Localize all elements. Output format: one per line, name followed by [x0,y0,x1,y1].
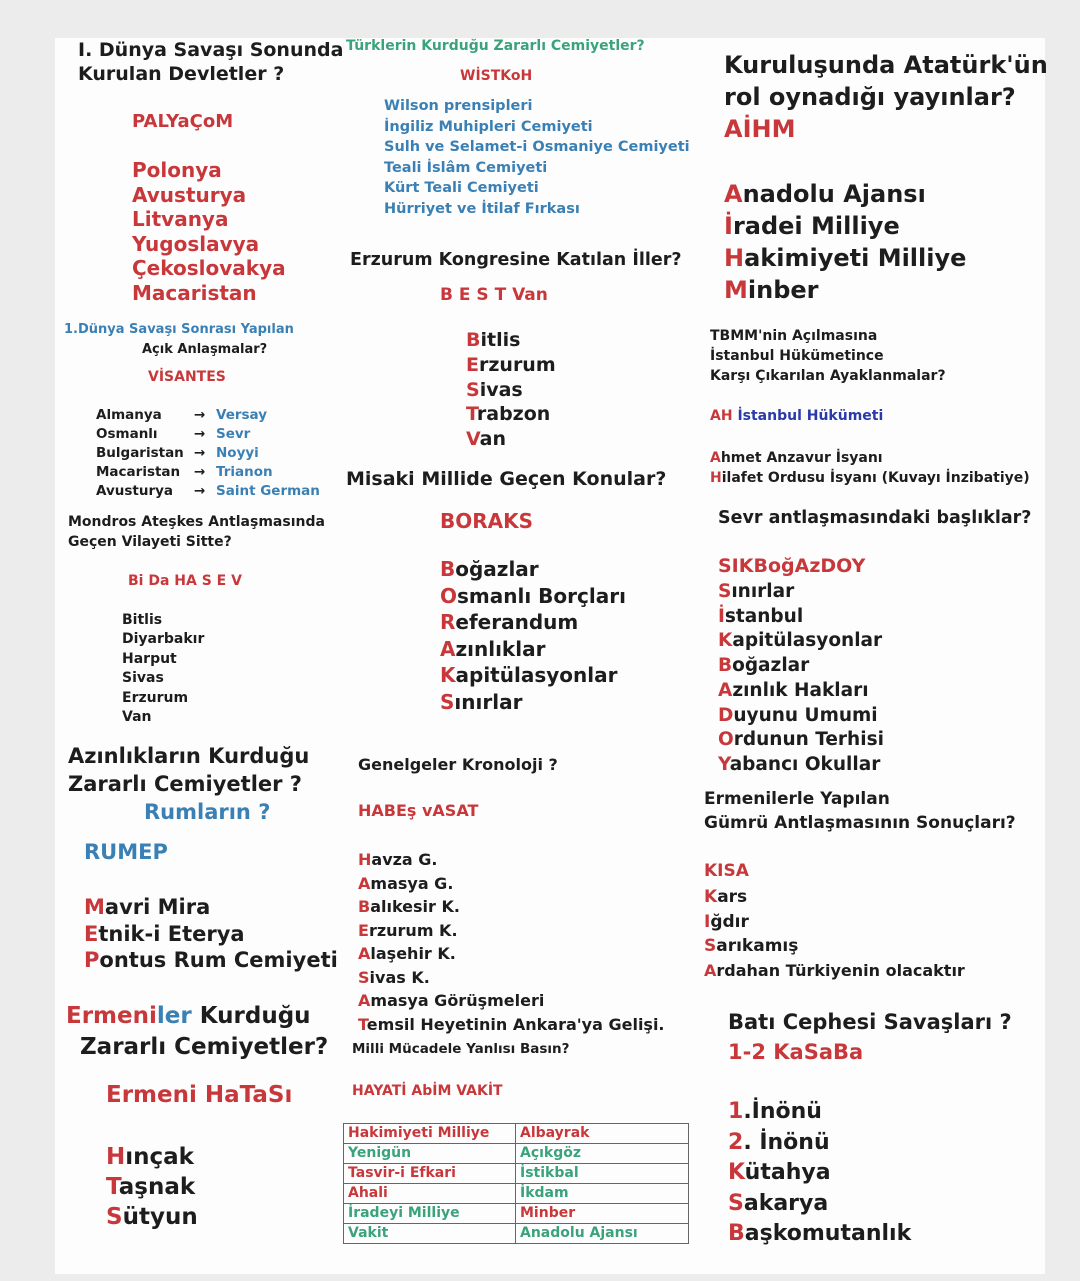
list-item: Kütahya [728,1160,831,1185]
list-item: Iğdır [704,911,749,932]
arrow-icon: → [194,445,206,461]
c3-q1-title-line1: Kuruluşunda Atatürk'ün [724,51,1048,79]
table-row: Ahali İkdam [344,1184,689,1204]
q3-title-line1: Mondros Ateşkes Antlaşmasında [68,514,325,530]
list-item: Wilson prensipleri [384,98,533,114]
list-item: Kars [704,887,748,907]
q5-list [106,1142,198,1232]
q5-title-line2: Zararlı Cemiyetler? [80,1034,329,1060]
list-item: Kapitülasyonlar [440,663,618,688]
list-item: Mavri Mira [84,895,211,919]
table-row: Yenigün Açıkgöz [344,1144,689,1164]
c2-q4-list [358,848,665,1036]
arrow-icon: → [194,464,206,480]
list-item: Sütyun [106,1204,198,1230]
c3-q4-list [704,885,965,983]
c3-q1-mnemonic: AİHM [724,115,796,143]
c3-q1-list [724,178,966,306]
q1-mnemonic: PALYaÇoM [132,111,234,132]
q4-list [84,894,338,974]
list-item: Teali İslâm Cemiyeti [384,159,548,176]
q1-list [132,158,286,305]
q4-title-line1: Azınlıkların Kurduğu [68,744,310,768]
list-item: İradei Milliye [724,212,900,240]
list-item: Azınlıklar [440,636,546,661]
q2-title-line2: Açık Anlaşmalar? [142,342,268,357]
list-item: Hınçak [106,1144,194,1170]
c3-q4-title-line1: Ermenilerle Yapılan [704,789,890,809]
table-row: Vakit Anadolu Ajansı [344,1224,689,1244]
list-item: Amasya G. [358,873,454,893]
list-item: Sivas [122,670,164,687]
list-item: Ordunun Terhisi [718,729,884,751]
table-row: İradeyi Milliye Minber [344,1204,689,1224]
q1-title-line2: Kurulan Devletler ? [78,63,285,85]
list-item: Sınırlar [440,689,523,714]
q3-mnemonic: Bi Da HA S E V [128,573,242,589]
list-item: 2. İnönü [728,1129,830,1155]
list-item: Azınlık Hakları [718,679,869,701]
press-table [343,1123,689,1244]
treaty-row: Bulgaristan → Noyyi [96,445,259,461]
treaty-row: Avusturya → Saint German [96,483,320,499]
list-item: Sivas K. [358,967,430,987]
list-item: Macaristan [132,280,257,305]
q2-treaty-list [96,406,320,501]
c3-q4-mnemonic: KISA [704,861,749,881]
list-item: Erzurum K. [358,920,458,940]
c3-q5-title: Batı Cephesi Savaşları ? [728,1010,1012,1034]
list-item: Erzurum [466,353,556,376]
list-item: Sivas [466,378,523,401]
list-item: Amasya Görüşmeleri [358,991,545,1010]
table-row: Tasvir-i Efkari İstikbal [344,1164,689,1184]
c2-q5-mnemonic: HAYATİ AbİM VAKİT [352,1083,503,1099]
list-item: Alaşehir K. [358,944,456,963]
c3-q5-list [728,1097,911,1250]
c3-q2-title: TBMM'nin Açılmasına İstanbul Hükümetince Karşı Çıkarılan Ayaklanmalar? [710,328,946,384]
list-item: Hakimiyeti Milliye [724,244,967,272]
c3-q3-list [718,580,884,778]
table-row: Hakimiyeti Milliye Albayrak [344,1124,689,1144]
q4-title-line2: Zararlı Cemiyetler ? [68,772,302,796]
list-item: Referandum [440,610,579,635]
list-item: Litvanya [132,207,229,231]
list-item: 1.İnönü [728,1099,822,1124]
list-item: Etnik-i Eterya [84,921,245,946]
list-item: Minber [724,276,819,304]
c2-q4-mnemonic: HABEş vASAT [358,801,479,820]
list-item: Polonya [132,158,222,182]
c3-q4-title-line2: Gümrü Antlaşmasının Sonuçları? [704,813,1016,833]
c2-q5-title: Milli Mücadele Yanlısı Basın? [352,1041,570,1057]
list-item: Bitlis [466,329,521,351]
q4-mnemonic: RUMEP [84,840,168,864]
c2-q1-title: Türklerin Kurduğu Zararlı Cemiyetler? [346,38,645,54]
q2-title-line1: 1.Dünya Savaşı Sonrası Yapılan [64,322,294,337]
q5-mnemonic: Ermeni HaTaSı [106,1082,293,1108]
list-item: Sınırlar [718,581,795,602]
list-item: Van [122,709,152,726]
list-item: Ahmet Anzavur İsyanı [710,450,883,466]
c2-q2-list [466,328,556,452]
list-item: İngiliz Muhipleri Cemiyeti [384,118,593,135]
arrow-icon: → [194,483,206,499]
list-item: Anadolu Ajansı [724,180,926,208]
c2-q2-title: Erzurum Kongresine Katılan İller? [350,250,682,270]
list-item: Temsil Heyetinin Ankara'ya Gelişi. [358,1014,665,1034]
list-item: Harput [122,650,177,667]
list-item: Duyunu Umumi [718,704,878,726]
q3-list [122,611,204,727]
treaty-row: Macaristan → Trianon [96,464,273,480]
list-item: Hürriyet ve İtilaf Fırkası [384,200,580,217]
list-item: Van [466,428,507,451]
list-item: Yugoslavya [132,231,260,256]
list-item: Taşnak [106,1174,196,1200]
list-item: Balıkesir K. [358,897,460,916]
list-item: Sulh ve Selamet-i Osmaniye Cemiyeti [384,139,690,156]
c2-q4-title: Genelgeler Kronoloji ? [358,755,558,774]
list-item: Kürt Teali Cemiyeti [384,180,539,197]
c3-q3-mnemonic: SIKBoğAzDOY [718,555,866,577]
arrow-icon: → [194,407,206,423]
c3-q2-mnemonic: AH İstanbul Hükümeti [710,408,884,424]
q5-title-line1: Ermeniler Kurduğu [66,1003,311,1029]
list-item: Ardahan Türkiyenin olacaktır [704,960,965,980]
treaty-row: Almanya → Versay [96,407,268,423]
list-item: Trabzon [466,403,551,426]
c2-q3-mnemonic: BORAKS [440,509,534,533]
list-item: Kapitülasyonlar [718,630,883,652]
list-item: Başkomutanlık [728,1221,912,1246]
list-item: Boğazlar [440,557,539,581]
list-item: Erzurum [122,689,189,706]
c2-q3-title: Misaki Millide Geçen Konular? [346,468,667,490]
c3-q1-title-line2: rol oynadığı yayınlar? [724,83,1016,111]
list-item: Boğazlar [718,655,810,677]
c3-q2-list [710,448,1030,488]
c3-q3-title: Sevr antlaşmasındaki başlıklar? [718,508,1032,528]
list-item: Yabancı Okullar [718,753,881,775]
list-item: Osmanlı Borçları [440,583,626,608]
list-item: Hilafet Ordusu İsyanı (Kuvayı İnzibatiye) [710,470,1030,486]
treaty-row: Osmanlı → Sevr [96,426,251,442]
q2-mnemonic: VİSANTES [148,369,226,385]
q3-title-line2: Geçen Vilayeti Sitte? [68,534,232,550]
list-item: Havza G. [358,850,438,869]
list-item: Çekoslovakya [132,256,286,280]
list-item: Sakarya [728,1190,829,1216]
c2-q3-list [440,556,626,716]
list-item: Sarıkamış [704,936,799,956]
list-item: İstanbul [718,605,804,627]
c2-q2-mnemonic: B E S T Van [440,285,548,305]
c2-q1-list [384,96,690,220]
arrow-icon: → [194,426,206,442]
q1-title-line1: I. Dünya Savaşı Sonunda [78,39,344,61]
list-item: Bitlis [122,612,163,628]
c2-q1-mnemonic: WİSTKoH [460,68,533,84]
list-item: Avusturya [132,182,247,207]
list-item: Pontus Rum Cemiyeti [84,948,338,972]
q4-subtitle: Rumların ? [144,800,271,824]
list-item: Diyarbakır [122,631,205,648]
c3-q5-mnemonic: 1-2 KaSaBa [728,1040,864,1064]
